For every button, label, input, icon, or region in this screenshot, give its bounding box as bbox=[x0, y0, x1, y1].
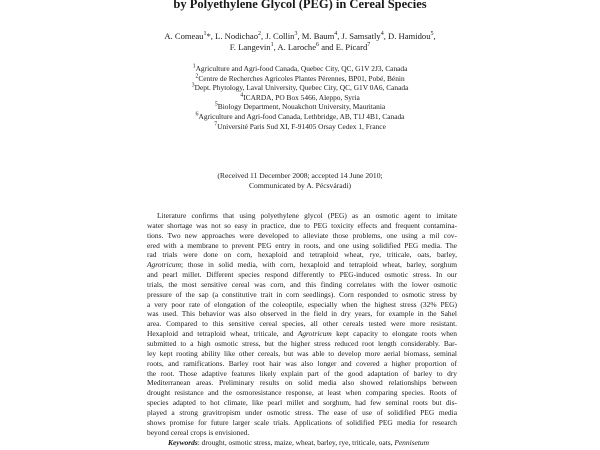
author-affiliation-marker: 4 bbox=[380, 31, 384, 38]
affiliation-marker: 4 bbox=[240, 92, 244, 99]
abstract-text: the root. Those adaptive features likely explain part of the good adaptation of barley to dry bbox=[147, 368, 457, 378]
abstract-text: trials, the most sensitive cereal was corn, and this finding correlates with the lower osmotic bbox=[147, 279, 457, 289]
abstract-text: drought resistance and the osmoresistance response, at least when comparing species. Roots of bbox=[147, 388, 457, 398]
author-name: J. Samsatly bbox=[341, 31, 381, 41]
abstract-text: roots, and ramifications. Barley root hair was also longer and covered a higher proportion of bbox=[147, 358, 457, 368]
abstract-text: area. Compared to this sensitive cereal species, all other cereals tested were more resistant. bbox=[147, 319, 457, 329]
abstract-line bbox=[147, 418, 457, 428]
affiliation-marker: 5 bbox=[214, 101, 218, 108]
abstract-line bbox=[147, 408, 457, 418]
abstract bbox=[147, 211, 457, 437]
abstract-line bbox=[147, 329, 457, 339]
author-affiliation-marker: 4 bbox=[334, 31, 338, 38]
affiliation bbox=[40, 93, 560, 103]
author-list bbox=[40, 31, 560, 52]
affiliation-marker: 6 bbox=[195, 111, 199, 118]
abstract-line bbox=[147, 369, 457, 379]
abstract-text: submitted to a high osmotic stress, but the higher stress reduced root length considerably. Bar- bbox=[147, 338, 457, 348]
abstract-line bbox=[147, 388, 457, 398]
abstract-text: ered with a membrane to prevent PEG entry in roots, and one using solidified PEG media. The bbox=[147, 240, 457, 250]
author-name: F. Langevin bbox=[229, 41, 271, 52]
abstract-text: water shortage was not so easy in practice, due to PEG toxicity effects and frequent contamina- bbox=[147, 220, 457, 230]
affiliation-text: ICARDA, PO Box 5466, Aleppo, Syria bbox=[243, 92, 360, 102]
paper-title: by Polyethylene Glycol (PEG) in Cereal Species bbox=[173, 0, 427, 11]
affiliation bbox=[40, 112, 560, 122]
author-separator: , bbox=[261, 31, 266, 41]
abstract-text: kept capacity to elongate roots when bbox=[331, 329, 457, 339]
affiliation-list bbox=[40, 64, 560, 131]
affiliation bbox=[40, 64, 560, 74]
abstract-text: Mediterranean areas. Preliminary results on solid media also showed relationships between bbox=[147, 378, 457, 388]
abstract-line bbox=[147, 359, 457, 369]
author-separator: , bbox=[383, 31, 388, 41]
received-info bbox=[40, 171, 560, 191]
affiliation-text: Dept. Phytology, Laval University, Quebec City, QC, G1V 0A6, Canada bbox=[194, 83, 409, 93]
author-affiliation-marker: 1 bbox=[270, 41, 274, 48]
author-affiliation-marker: 3 bbox=[294, 31, 298, 38]
author-name: M. Baum bbox=[301, 31, 335, 41]
author-affiliation-marker: 1 bbox=[203, 31, 207, 38]
keywords-italic: Pennisetum bbox=[394, 438, 430, 447]
author-separator: and bbox=[319, 41, 336, 52]
author-affiliation-marker: 6 bbox=[316, 41, 320, 48]
author-affiliation-marker: 2 bbox=[258, 31, 262, 38]
abstract-text: pressure of the sap (a constitutive trait in corn seedlings). Corn responded to osmotic stress by bbox=[147, 289, 457, 299]
abstract-text: played a strong gravitropism under osmotic stress. The ease of use of solidified PEG media bbox=[147, 407, 457, 417]
affiliation-text: Université Paris Sud XI, F-91405 Orsay Cedex 1, France bbox=[217, 121, 386, 131]
abstract-line bbox=[147, 339, 457, 349]
keywords-label: Keywords bbox=[168, 438, 198, 447]
author-name: A. Comeau bbox=[164, 31, 204, 41]
author-name: L. Nodichao bbox=[215, 31, 259, 41]
author-separator: , bbox=[337, 31, 342, 41]
abstract-line bbox=[147, 211, 457, 221]
author-affiliation-marker: 5 bbox=[430, 31, 434, 38]
author-name: D. Hamidou bbox=[388, 31, 431, 41]
abstract-text: a very poor rate of elongation of the coleoptile, especially when the highest stress (32% PEG) bbox=[147, 299, 457, 309]
abstract-line bbox=[147, 378, 457, 388]
abstract-text: was used. This behavior was also observed in the field in dry years, for example in the Sahel bbox=[147, 309, 457, 319]
author-name: E. Picard bbox=[335, 41, 368, 52]
abstract-text: Hexaploid and tetraploid wheat, triticale, and bbox=[147, 329, 298, 339]
abstract-line bbox=[147, 319, 457, 329]
communicated-by: Communicated by A. Pécsváradi) bbox=[248, 181, 352, 190]
abstract-italic-term: Agrotricum bbox=[297, 329, 332, 339]
author-separator: *, bbox=[206, 31, 216, 41]
author-name: A. Laroche bbox=[277, 41, 317, 52]
abstract-line bbox=[147, 428, 457, 438]
abstract-line bbox=[147, 270, 457, 280]
affiliation-text: Agriculture and Agri-food Canada, Lethbridge, AB, T1J 4B1, Canada bbox=[198, 111, 405, 121]
abstract-line bbox=[147, 231, 457, 241]
affiliation-text: Biology Department, Nouakchott University, Mauritania bbox=[217, 102, 386, 112]
abstract-italic-term: Agrotricum bbox=[147, 260, 182, 270]
abstract-text: ley kept rooting ability like other cereals, but was able to develop more aerial biomass, seminal bbox=[147, 348, 457, 358]
affiliation bbox=[40, 122, 560, 132]
abstract-line bbox=[147, 250, 457, 260]
abstract-text: rad trials were done on corn, hexaploid and tetraploid wheat, rye, triticale, oats, barley, bbox=[147, 250, 457, 260]
author-separator: , bbox=[433, 31, 436, 41]
affiliation bbox=[40, 74, 560, 84]
abstract-line bbox=[147, 290, 457, 300]
abstract-text: tions. Two new approaches were developed to alleviate those problems, one using a mil cov- bbox=[147, 230, 457, 240]
affiliation-marker: 3 bbox=[191, 82, 195, 89]
abstract-line bbox=[147, 398, 457, 408]
abstract-text: species adapted to hot climate, like pearl millet and sorghum, had few seminal roots but dis- bbox=[147, 398, 457, 408]
affiliation-text: Agriculture and Agri-food Canada, Quebec City, QC, G1V 2J3, Canada bbox=[195, 64, 408, 73]
received-dates: (Received 11 December 2008; accepted 14 June 2010; bbox=[217, 171, 383, 180]
abstract-text: Literature confirms that using polyethylene glycol (PEG) as an osmotic agent to imitate bbox=[157, 211, 457, 220]
abstract-line bbox=[147, 280, 457, 290]
author-name: J. Collin bbox=[265, 31, 295, 41]
affiliation bbox=[40, 83, 560, 93]
abstract-text: shows promise for future larger scale trials. Applications of solidified PEG media for research bbox=[147, 417, 457, 427]
affiliation-marker: 7 bbox=[214, 121, 218, 128]
abstract-line bbox=[147, 260, 457, 270]
author-separator: , bbox=[297, 31, 302, 41]
abstract-line bbox=[147, 300, 457, 310]
abstract-line bbox=[147, 309, 457, 319]
abstract-line bbox=[147, 241, 457, 251]
abstract-text: beyond cereal crops is envisioned. bbox=[147, 427, 250, 437]
affiliation-marker: 2 bbox=[195, 73, 199, 80]
abstract-text: and pearl millet. Different species respond differently to PEG-induced osmotic stress. In our bbox=[147, 270, 457, 280]
affiliation-marker: 1 bbox=[192, 63, 196, 70]
abstract-line bbox=[147, 221, 457, 231]
affiliation bbox=[40, 102, 560, 112]
abstract-line bbox=[147, 349, 457, 359]
abstract-text: ; those in solid media, with corn, hexaploid and tetraploid wheat, barley, sorghum bbox=[181, 260, 457, 270]
keywords bbox=[168, 438, 468, 448]
author-affiliation-marker: 7 bbox=[367, 41, 371, 48]
author-separator: , bbox=[273, 41, 278, 52]
keywords-text: : drought, osmotic stress, maize, wheat, barley, rye, triticale, oats, bbox=[197, 438, 395, 447]
affiliation-text: Centre de Recherches Agricoles Plantes Pérennes, BP01, Pobé, Bénin bbox=[198, 73, 405, 83]
